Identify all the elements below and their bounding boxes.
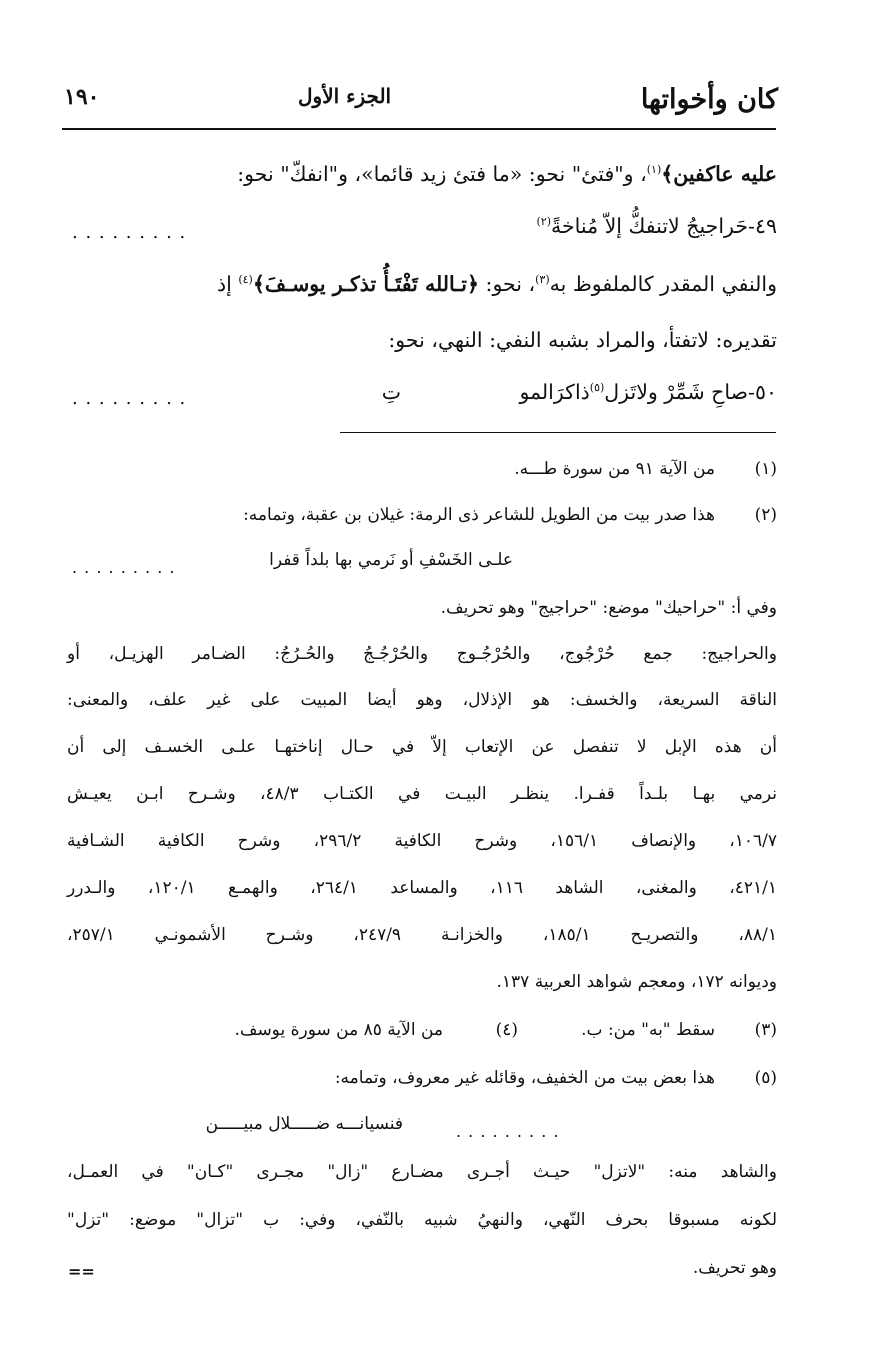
footnote-2 xyxy=(243,505,777,525)
verse-50 xyxy=(519,380,777,404)
footnote-ref: (١) xyxy=(646,163,662,177)
chapter-title: كان وأخواتها xyxy=(640,84,778,115)
footnote-2-line: ٤٢١/١، والمغنى، الشاهد ١١٦، والمساعد ٢٦٤/١، والهمـع ١٢٠/١، والـدرر xyxy=(67,878,778,898)
footnote-number: (٥) xyxy=(754,1068,777,1088)
continuation-mark: == xyxy=(68,1262,95,1281)
footnote-3 xyxy=(581,1020,777,1040)
footnote-2-line: ٨٨/١، والتصريـح ١٨٥/١، والخزانـة ٢٤٧/٩، وشـرح الأشمونـي ٢٥٧/١، xyxy=(67,925,777,945)
footnote-1 xyxy=(514,459,777,479)
page-number: ١٩٠ xyxy=(64,84,100,110)
footnote-2-line: وفي أ: "حراحيك" موضع: "حراجيج" وهو تحريف. xyxy=(440,598,777,618)
footnote-2-line: نرمي بهـا بلـداً قفـرا. ينظـر البيـت في الكتـاب ٤٨/٣، وشـرح ابـن يعيـش xyxy=(67,784,777,804)
body-line-1 xyxy=(237,162,777,186)
body-text: والنفي المقدر كالملفوظ به xyxy=(549,272,777,296)
quran-quote: عليه عاكفين﴾ xyxy=(661,162,777,186)
footnote-ref: (٤) xyxy=(238,273,253,287)
footnote-ref: (٥) xyxy=(589,381,605,395)
footnote-number: (٤) xyxy=(495,1020,518,1040)
footnote-2-line: ١٠٦/٧، والإنصاف ١٥٦/١، وشرح الكافية ٢٩٦/٢، وشرح الكافية الشـافية xyxy=(67,831,777,851)
footnote-2-line: والحراجيج: جمع حُرْجُوج، والحُرْجُـوج والحُرْجُـجُ والحُـرُجُ: الضـامر الهزيـل، أو xyxy=(67,644,777,664)
footnote-ref: (٣) xyxy=(535,273,550,287)
footnote-4 xyxy=(234,1020,518,1040)
footnote-5-line: وهو تحريف. xyxy=(692,1258,777,1278)
part-title: الجزء الأول xyxy=(298,84,392,108)
verse-text: ذاكرَالمو xyxy=(519,380,590,404)
footnote-5-line: والشاهد منه: "لاتزل" حيـث أجـرى مضـارع "زال" مجـرى "كـان" في العمـل، xyxy=(67,1162,777,1182)
footnote-5-line: لكونه مسبوقا بحرف النّهي، والنهيُ شبيه بالنّفي، وفي: ب "تزال" موضع: "تزل" xyxy=(67,1210,777,1230)
verse-text: ٥٠-صاحِ شَمِّرْ ولاتَزل xyxy=(604,380,777,404)
footnote-5 xyxy=(335,1068,777,1088)
footnote-2-line: أن هذه الإبل لا تنفصل عن الإتعاب إلاّ في حـال إناختهـا علـى الخسـف إلى أن xyxy=(67,737,777,757)
footnote-text: من الآية ٩١ من سورة طـــه. xyxy=(514,459,715,479)
verse-50-tail: تِ xyxy=(381,380,401,404)
footnote-text: هذا بعض بيت من الخفيف، وقائله غير معروف، وتمامه: xyxy=(334,1068,715,1088)
quran-quote: ﴿تـالله تَفْتَـأُ تذكـر يوسـفَ﴾ xyxy=(252,272,480,296)
body-line-4: تقديره: لاتفتأ، والمراد بشبه النفي: النهي، نحو: xyxy=(388,328,777,352)
footnote-text: من الآية ٨٥ من سورة يوسف. xyxy=(234,1020,443,1040)
footnote-separator xyxy=(340,432,776,433)
footnote-text: هذا صدر بيت من الطويل للشاعر ذى الرمة: غيلان بن عقبة، وتمامه: xyxy=(243,505,715,525)
footnote-text: سقط "به" من: ب. xyxy=(581,1020,715,1040)
footnote-ref: (٢) xyxy=(536,215,552,229)
footnote-5-verse: فنسيانـــه ضـــــلال مبيـــــن xyxy=(205,1114,403,1134)
header-rule xyxy=(62,128,776,130)
footnote-2-verse: علـى الخَسْفِ أو نَرمي بها بلداً قفرا xyxy=(269,550,513,570)
verse-49 xyxy=(537,214,778,238)
verse-49-ellipsis: . . . . . . . . . xyxy=(72,222,187,243)
body-text: ، و"فتئ" نحو: «ما فتئ زيد قائما»، و"انفكّ" نحو: xyxy=(237,162,647,186)
footnote-2-line: وديوانه ١٧٢، ومعجم شواهد العربية ١٣٧. xyxy=(496,972,777,992)
footnote-5-ellipsis: . . . . . . . . . xyxy=(456,1122,560,1141)
body-text: إذ xyxy=(216,272,239,296)
footnote-2-line: الناقة السريعة، والخسف: هو الإذلال، وهو أيضا المبيت على غير علف، والمعنى: xyxy=(67,690,777,710)
footnote-number: (٣) xyxy=(754,1020,777,1040)
verse-50-ellipsis: . . . . . . . . . xyxy=(72,388,187,409)
footnote-number: (١) xyxy=(754,459,777,479)
footnote-number: (٢) xyxy=(754,505,777,525)
body-text: ، نحو: xyxy=(479,272,536,296)
footnote-2-ellipsis: . . . . . . . . . xyxy=(72,558,176,577)
body-line-3 xyxy=(217,272,777,296)
verse-text: ٤٩-حَراجيجُ لاتنفكُّ إلاّ مُناخةً xyxy=(551,214,777,238)
